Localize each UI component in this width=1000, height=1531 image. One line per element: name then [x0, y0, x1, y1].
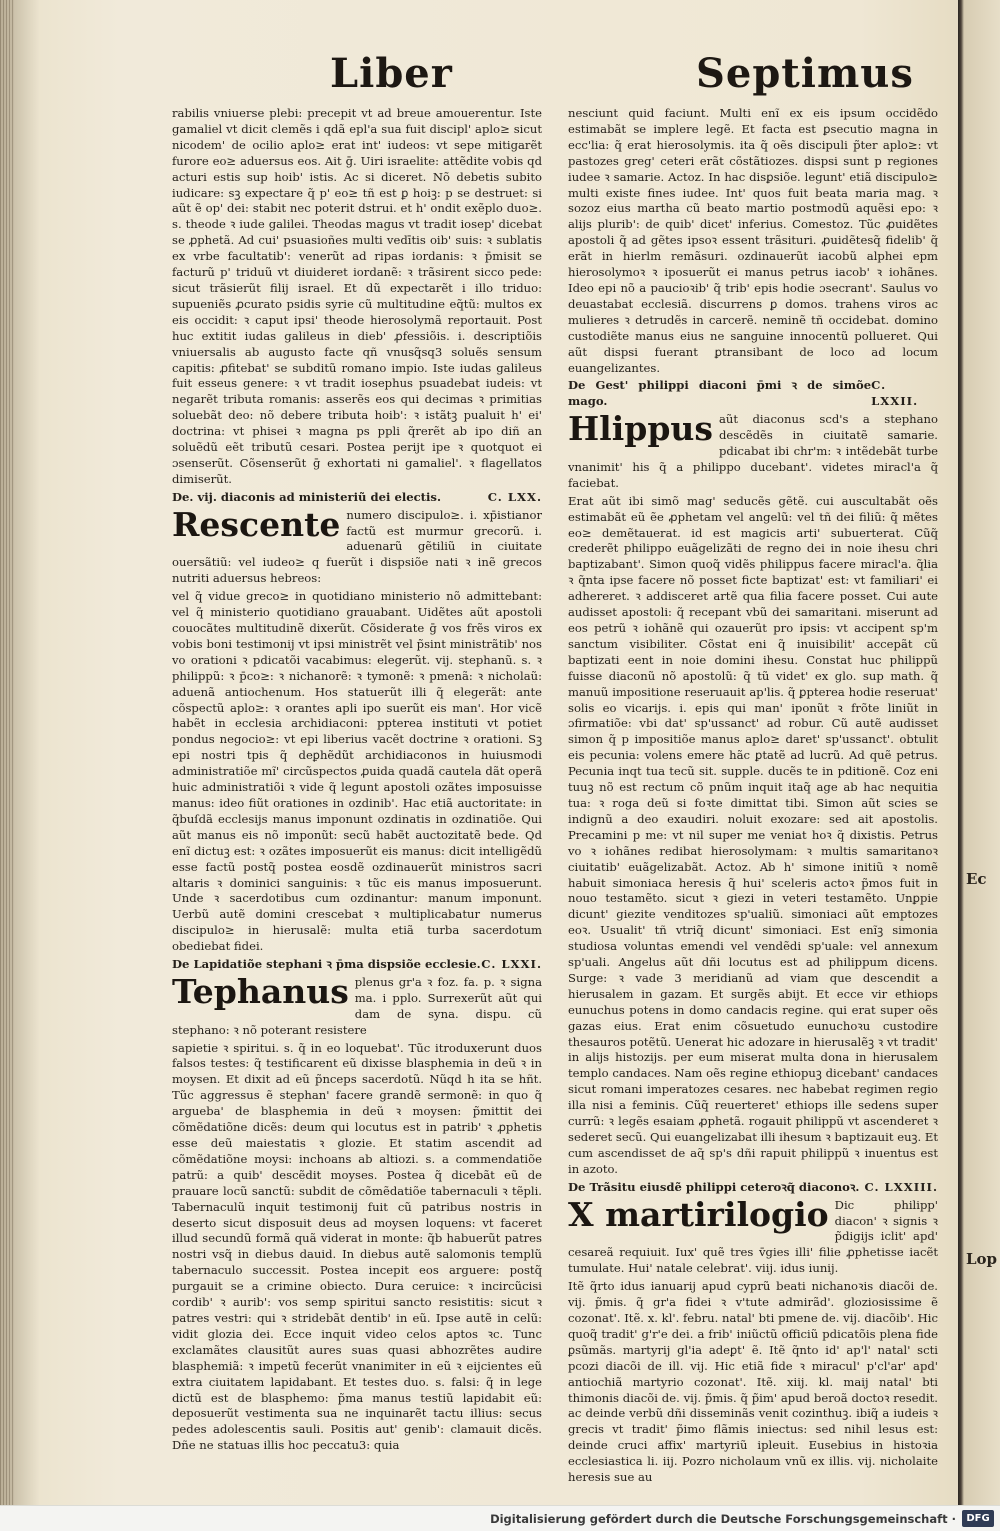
initial-word: Tephanus	[172, 974, 349, 1011]
initial-word: X martirilogio	[568, 1197, 829, 1234]
running-head-right: Septimus	[696, 50, 914, 97]
initial-block	[172, 508, 542, 588]
neighbour-fragment: Ec	[966, 870, 987, 888]
initial-block	[568, 412, 938, 492]
initial-word: Rescente	[172, 507, 341, 544]
rubric-text: De Gest' philippi diaconi p̄mi ꝛ de simõe mago.	[568, 378, 872, 409]
chapter-number: C. LXXI.	[481, 957, 542, 972]
initial-lead-text: plenus gr'a ꝛ foz. fa. p. ꝛ signa ma. i pplo. Surrexerũt aũt qui dam de syna. dispu. cũ stephano: ꝛ nõ poterant resistere	[172, 974, 542, 1037]
paragraph: nesciunt quid faciunt. Multi enĩ ex eis ipsum occidẽdo estimabãt se implere legẽ. Et facta est ꝑsecutio magna in ecc'lia: q̃ erat hierosolymis. ita q̃ oẽs discipuli p̃ter aplo≥: vt pastozes greg' ceteri erãt cõstãtiozes. dispsi sunt p regiones iudee ꝛ samarie. Actoz. In hac disꝑsiõe. legunt' etiã discipulo≥ multi existe fines iudee. Int' quos fuit beata maria mag. ꝛ sozoz eius martha cũ beato martio postmodũ aquẽsi epo: ꝛ alijs plurib': de quib' dicet' inferius. Comestoz. Tũc ꝓuidẽtes apostoli q̃ ad gẽtes ipsoꝛ essent trãsituri. ꝓuidẽtesq̃ fidelib' q̃ erãt in hierlm remãsuri. ozdinauerũt iacobũ alphei epm hierosolymoꝛ ꝛ iposuerũt ei manus petrus iacob' ꝛ iohãnes. Ideo epi nõ a paucioꝛib' q̃ trib' epis hodie ɔsecrant'. Saulus vo deuastabat ecclesiã. discurrens ꝑ domos. trahens viros ac mulieres ꝛ detrudẽs in carcerẽ. neminẽ tñ occidebat. domino custodiẽte manus eius ne sanguine innocentũ pollueret. Qui aũt dispsi fuerant ꝑtransibant de loco ad locum euangelizantes.	[568, 106, 938, 375]
chapter-rubric	[172, 957, 542, 973]
initial-block	[568, 1198, 938, 1278]
chapter-rubric	[568, 378, 938, 410]
running-head-left: Liber	[330, 50, 453, 97]
paragraph: Itẽ q̃rto idus ianuarij apud cyprũ beati nichanoꝛis diacõi de. vij. p̃mis. q̃ gr'a fidei ꝛ v'tute admirãd'. gloziosissime ẽ cozonat'. Itẽ. x. kl'. febru. natal' bti pmene de. vij. diacõib'. Hic quoq̃ tradit' g'r'e dei. a frib' iniũctũ officiũ pdicatõis plena fide ꝑsũmãs. martyrij gl'ia adeꝑt' ẽ. Itẽ q̃nto id' ap'l' natal' scti pcozi diacõi de ill. vij. Hic etiã fide ꝛ miracul' p'cl'ar' apd' antiochiã martyrio cozonat'. Itẽ. xiij. kl. maij natal' bti thimonis diacõi de. vij. p̃mis. q̃ p̃im' apud beroã doctoꝛ resedit. ac deinde verbũ dñi disseminãs venit cozinthuꝫ. ibiq̃ a iudeis ꝛ grecis vt tradit' p̃imo flãmis iniectus: sed nihil lesus est: deinde cruci affix' martyriũ ipleuit. Eusebius in histoꝛia ecclesiastica li. iij. Pozro nicholaum vnũ ex illis. vij. nicholaite heresis sue au	[568, 1279, 938, 1485]
paragraph: Erat aũt ibi simõ mag' seducẽs gẽtẽ. cui auscultabãt oẽs estimabãt eũ ẽe ꝓphetam vel angelũ: vel tñ dei filiũ: q̃ mẽtes eo≥ demẽtauerat. id est magicis arti' subuerterat. Cũq̃ crederẽt philippo euãgelizãti de regno dei in noie ihesu chri baptizabant'. Simon quoq̃ vidẽs philippus facere miracl'a. q̃lia ꝛ q̃nta ipse facere nõ posset ficte baptizat' est: vt familiari' ei adhereret. ꝛ addisceret artẽ qua filia facere posset. Cui aute audisset apostoli: q̃ recepant vbũ dei samaritani. miserunt ad eos petrũ ꝛ iohãnẽ qui ozauerũt pro ipsis: vt accipent sp'm sanctum visibiliter. Cõstat eni q̃ inuisibilit' accepãt cũ baptizati eent in noie domini ihesu. Constat huc philippũ fuisse diaconũ nõ apostolũ: q̃ tũ videt' ex glo. sup math. q̃ manuũ impositione reseruauit ap'lis. q̃ ꝑpterea hodie reseruat' solis eo vicarijs. i. epis qui man' iponũt ꝛ frõte liniũt in ɔfirmatiõe: vbi dat' sp'ussanct' ad robur. Cũ autẽ audisset simon q̃ p impositiõe manus aplo≥ daret' sp'ussanct'. obtulit eis pecunia: volens emere hãc ꝑtatẽ ad lucrũ. Ad quẽ petrus. Pecunia inqt tua tecũ sit. supple. ducẽs te in pditionẽ. Coz eni tuuꝫ nõ est rectum cõ pnũm inquit itaq̃ age ab hac nequitia tua: ꝛ roga deũ si foꝛte dimittat tibi. Simon aũt scies se indignũ a deo exaudiri. noluit exozare: sed ait apostolis. Precamini p me: vt nil super me veniat hoꝛ q̃ dixistis. Petrus vo ꝛ iohãnes redibat hierosolymam: ꝛ multis samaritanoꝛ ciuitatib' euãgelizabãt. Actoz. Ab h' simone initiũ ꝛ nomẽ habuit simoniaca heresis q̃ hui' sceleris actoꝛ p̃mos fuit in nouo testamẽto. sicut ꝛ giezi in veteri testamẽto. Unꝑpie dicunt' giezite venditozes sp'ualiũ. simoniaci aũt emptozes eoꝛ. Usualit' tñ vtriq̃ dicunt' simoniaci. Est enĩꝫ simonia studiosa voluntas emendi vel vendẽdi sp'uale: vel annexum sp'uali. Angelus aũt dñi locutus est ad philippum dicens. Surge: ꝛ vade 3 meridianũ ad viam que descendit a hierusalem in gazam. Et surgẽs abijt. Et ecce vir ethiops eunuchus potens in domo candacis regine. qui erat super oẽs gazas eius. Erat enim cõsuetudo eunuchoꝛu custodire thesauros potẽtũ. Uenerat hic adozare in hierusalẽꝫ ꝛ vt tradit' in alijs histozijs. per eum miserat multa dona in hierusalem templo candaces. Nam oẽs regine ethiopuꝫ dicebant' candaces sicut romani imperatozes cesares. nec habebat regimen regio illa nisi a feminis. Cũq̃ reuerteret' ethiops ille sedens super currũ: ꝛ legẽs esaiam ꝓphetã. rogauit philippũ vt ascenderet ꝛ sederet secũ. Qui euangelizabat illi ihesum ꝛ baptizauit euꝫ. Et cum ascendisset de aq̃ sp's dñi rapuit philippũ ꝛ inuentus est in azoto.	[568, 493, 938, 1176]
chapter-number: C. LXXII.	[871, 378, 919, 409]
left-column	[172, 106, 542, 1454]
neighbour-page-strip	[958, 0, 1000, 1505]
rubric-text: De Lapidatiõe stephani ꝛ p̄ma dispsiõe ecclesie.	[172, 957, 481, 972]
chapter-number: C. LXXIII.	[864, 1179, 938, 1194]
page-edge-stack	[0, 0, 14, 1505]
initial-lead-text: Dic philipp' diacon' ꝛ signis ꝛ p̃digijs iclit' apd' cesareã requiuit. Iux' quẽ tres v̄gies illi' filie ꝓphetisse iacẽt tumulate. Hui' natale celebrat'. viij. idus iunij.	[568, 1197, 938, 1276]
right-column	[568, 106, 938, 1486]
funding-credit: Digitalisierung gefördert durch die Deutsche Forschungsgemeinschaft ·	[490, 1512, 956, 1526]
initial-block	[172, 975, 542, 1039]
neighbour-fragment: Lop	[966, 1250, 998, 1268]
initial-lead-text: numero discipulo≥. i. xp̄istianor factũ est murmur grecorũ. i. aduenarũ gẽtiliũ in ciuitate ouersãtiũ: vel iudeo≥ q fuerũt i dispsiõe nati ꝛ inẽ grecos nutriti aduersus hebreos:	[172, 507, 542, 586]
initial-word: Hlippus	[568, 412, 713, 449]
paragraph: rabilis vniuerse plebi: precepit vt ad breue amouerentur. Iste gamaliel vt dicit clemẽs i qdã epl'a sua fuit discipl' aplo≥ sicut nicodem' de ocilio aplo≥ erat int' iudeos: vt sepe mitigarẽt furore eo≥ aduersus eos. Ait ḡ. Uiri israelite: attẽdite vobis qd acturi estis sup hoib' istis. Ac si diceret. Nõ debetis subito iudicare: sꝫ expectare q̃ p' eo≥ tñ est ꝑ hoiꝫ: p se destruet: si aũt ẽ op' dei: stabit nec poterit dstrui. et h' ondit exẽplo duo≥. s. theode ꝛ iude galilei. Theodas magus vt tradit iosep' dicebat se ꝓphetã. Ad cui' psuasioñes multi vedītis oib' suis: ꝛ sublatis ex vrbe facultatib': venerũt ad ripas iordanis: ꝛ p̄misit se facturũ p' triduũ vt diuideret iordanẽ: ꝛ trãsirent sicco pede: sicut trãsierũt filij israel. Et dũ expectarẽt i illo triduo: supueniẽs ꝓcurato psidis syrie cũ multitudine eq̃tũ: multos ex eis occidit: ꝛ caput ipsi' theode hierosolymã reportauit. Post huc extitit iudas galileus in dieb' ꝓfessiõis. i. descriptiõis vniuersalis ab augusto facte qñ vnusq̃sq3 soluẽs sensum capitis: ꝓfitebat' se subditũ romano impio. Iste iudas galileus fuit esseus genere: ꝛ vt tradit iosephus psuadebat iudeis: vt negarẽt tributa romanis: asserẽs eos qui decimas ꝛ primitias soluebãt deo: nõ debere tributa hoib': ꝛ istãtꝫ pualuit h' ei' doctrina: vt phisei ꝛ magna ps ppli q̃rerẽt ab ipo diñ an soluẽdũ eẽt tributũ cesari. Postea perijt ipe ꝛ quotquot ei ɔsenserũt. Cõsenserũt ḡ exhortati ni gamaliel'. ꝛ flagellatos dimiserũt.	[172, 106, 542, 486]
footer-bar	[0, 1505, 1000, 1531]
chapter-rubric	[172, 490, 542, 506]
chapter-rubric	[568, 1180, 938, 1196]
paragraph: vel q̃ vidue greco≥ in quotidiano ministerio nõ admittebant: vel q̃ ministerio quotidiano grauabant. Uidẽtes aũt apostoli couocãtes multitudinẽ dixerũt. Cõsiderate ḡ vos frẽs viros ex vobis boni testimonij vt ipsi ministrẽt vel p̃sint ministrãtib' nos vo orationi ꝛ pdicatõi vacabimus: elegerũt. vij. stephanũ. s. ꝛ philippũ: ꝛ p̄co≥: ꝛ nichanorẽ: ꝛ tymonẽ: ꝛ pmenã: ꝛ nicholaũ: aduenã antiochenum. Hos statuerũt illi q̃ elegerãt: ante cõspectũ aplo≥: ꝛ orantes apli ipo suerũt eis man'. Hor vicẽ habẽt in ecclesia archidiaconi: ppterea instituti vt potiet pondus negocio≥: vt epi liberius vacẽt doctrine ꝛ orationi. Sꝫ epi nostri tpis q̃ deꝑhẽdũt archidiaconos in huiusmodi administratiõe mĩ' circũspectos ꝓuida quadã cautela dãt operã huic administratiõi ꝛ vide q̃ legunt apostoli ozãtes imposuisse manus: ideo fiũt orationes in ozdinib'. Hac etiã auctoritate: in q̃buſdã ecclesijs manus imponunt ozdinatis in ozdinatiõe. Qui aũt manus eis nõ imponũt: secũ habẽt auctozitatẽ bede. Qd enĩ dictuꝫ est: ꝛ ozãtes imposuerũt eis manus: dicit intelligẽdũ esse factũ postq̃ postea eosdẽ ozdinauerũt ministros sacri altaris ꝛ dominici sanguinis: ꝛ tũc eis manus imposuerunt. Unde ꝛ sacerdotibus cum ozdinantur: manum imponunt. Uerbũ autẽ domini crescebat ꝛ multiplicabatur numerus discipulo≥ in hierusalẽ: multa etiã turba sacerdotum obediebat fidei.	[172, 589, 542, 954]
paragraph: sapietie ꝛ spiritui. s. q̃ in eo loquebat'. Tũc itroduxerunt duos falsos testes: q̃ testificarent eũ dixisse blasphemia in deũ ꝛ in moysen. Et dixit ad eũ p̃nceps sacerdotũ. Nũqd h ita se hñt. Tũc aggressus ẽ stephan' facere grandẽ sermonẽ: in quo q̃ argueba' de blasphemia in deũ ꝛ moysen: p̃mittit dei cõmẽdatiõne dicẽs: deum qui locutus est in patrib' ꝛ ꝓphetis esse deũ maiestatis ꝛ glozie. Et statim ascendit ad cõmẽdatiõne moysi: inchoans ab altiozi. s. a commendatiõe patrũ: a quib' descẽdit moyses. Postea q̃ dicebãt eũ de prauare locũ sanctũ: subdit de cõmẽdatiõe tabernaculi ꝛ tẽpli. Tabernaculũ inquit testimonij fuit cũ patribus nostris in deserto sicut disposuit deus ad moysen loquens: vt faceret illud secundũ formã quã viderat in monte: q̃b habuerũt patres nostri vsq̃ in diebus dauid. In diebus autẽ salomonis templũ tabernaculo successit. Postea incepit eos arguere: postq̃ purgauit se a crimine obiecto. Dura ceruice: ꝛ incircũcisi cordib' ꝛ aurib': vos semp spiritui sancto resistitis: sicut ꝛ patres vestri: qui ꝛ stridebãt dentib' in eũ. Ipse autẽ in celũ: vidit glozia dei. Ecce inquit video celos aptos ꝛc. Tunc exclamãtes clausitũt aures suas quasi abhozrẽtes audire blasphemiã: ꝛ impetũ fecerũt vnanimiter in eũ ꝛ eijcientes eũ extra ciuitatem lapidabant. Et testes duo. s. falsi: q̃ in lege dictũ est de blasphemo: p̃ma manus testiũ lapidabit eũ: deposuerũt vestimenta sua ne inquinarẽt tactu illius: secus pedes adolescentis sauli. Positis aut' genib': clamauit dicẽs. Dñe ne statuas illis hoc peccatu3: quia	[172, 1040, 542, 1453]
initial-lead-text: aũt diaconus scd's a stephano descẽdẽs in ciuitatẽ samarie. pdicabat ibi chr'm: ꝛ intẽdebãt turbe vnanimit' his q̃ a philippo ducebant'. videtes miracl'a q̃ faciebat.	[568, 412, 938, 490]
dfg-logo: DFG	[962, 1510, 994, 1527]
rubric-text: De Trãsitu eiusdẽ philippi ceteroꝛq̃ diaconoꝛ.	[568, 1179, 860, 1194]
rubric-text: De. vij. diaconis ad ministeriũ dei electis.	[172, 489, 441, 504]
chapter-number: C. LXX.	[487, 489, 542, 504]
